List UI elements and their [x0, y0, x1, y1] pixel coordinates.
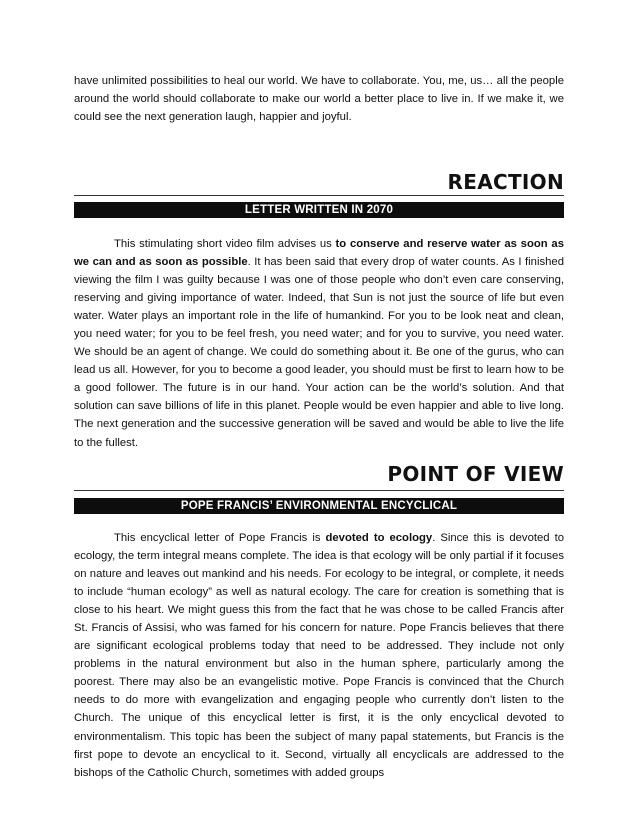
reaction-paragraph-emphasis: to conserve and reserve water as soon as we can and as soon as possible: [74, 238, 564, 269]
point-of-view-paragraph: [74, 529, 564, 782]
intro-paragraph: have unlimited possibilities to heal our world. We have to collaborate. You, me, us… all the people around the world should collaborate to make our world a better place to live in. If we make it, we could see the next generation laugh, happier and joyful.: [74, 75, 564, 124]
reaction-banner: LETTER WRITTEN IN 2070: [74, 202, 564, 218]
reaction-paragraph-rest: . It has been said that every drop of water counts. As I finished viewing the film I was guilty because I was one of those people who don’t even care conserving, reserving and giving importance of water. Indeed, that Sun is not just the source of life but even water. Water plays an important role in the life of humankind. For you to be look neat and clean, you need water; for you to be feel fresh, you need water; and for you to survive, you need water. We should be an agent of change. We could do something about it. Be one of the gurus, who can lead us all. However, for you to become a good leader, you should must be first to learn how to be a good follower. The future is in our hand. Your action can be the world’s solution. And that solution can save billions of life in this planet. People would be even happier and able to live long. The next generation and the successive generation will be saved and would be able to live the life to the fullest.: [74, 256, 564, 449]
point-of-view-banner: POPE FRANCIS’ ENVIRONMENTAL ENCYCLICAL: [74, 498, 564, 514]
point-of-view-paragraph-emphasis: devoted to ecology: [325, 532, 433, 544]
point-of-view-heading: POINT OF VIEW: [387, 462, 564, 486]
point-of-view-paragraph-rest: . Since this is devoted to ecology, the term integral means complete. The idea is that ecology will be only partial if it focuses on nature and leaves out mankind and his needs. For ecology to be integral, or complete, it needs to include “human ecology” as well as natural ecology. The care for creation is something that is close to his heart. We might guess this from the fact that he was chose to be called Francis after St. Francis of Assisi, who was famed for his concern for nature. Pope Francis believes that there are significant ecological problems today that need to be addressed. They include not only problems in the natural environment but also in the human sphere, particularly among the poorest. There may also be an evangelistic motive. Pope Francis is convinced that the Church needs to do more with evangelization and engaging people who currently don’t listen to the Church. The unique of this encyclical letter is first, it is the only encyclical devoted to environmentalism. This topic has been the subject of many papal statements, but Francis is the first pope to devote an encyclical to it. Second, virtually all encyclicals are addressed to the bishops of the Catholic Church, sometimes with added groups: [74, 532, 564, 779]
reaction-heading: REACTION: [447, 170, 564, 194]
reaction-rule: [74, 195, 564, 196]
reaction-paragraph-lead: This stimulating short video film advises us: [114, 238, 336, 250]
point-of-view-rule: [74, 490, 564, 491]
point-of-view-paragraph-lead: This encyclical letter of Pope Francis is: [114, 532, 326, 544]
reaction-paragraph: [74, 235, 564, 452]
